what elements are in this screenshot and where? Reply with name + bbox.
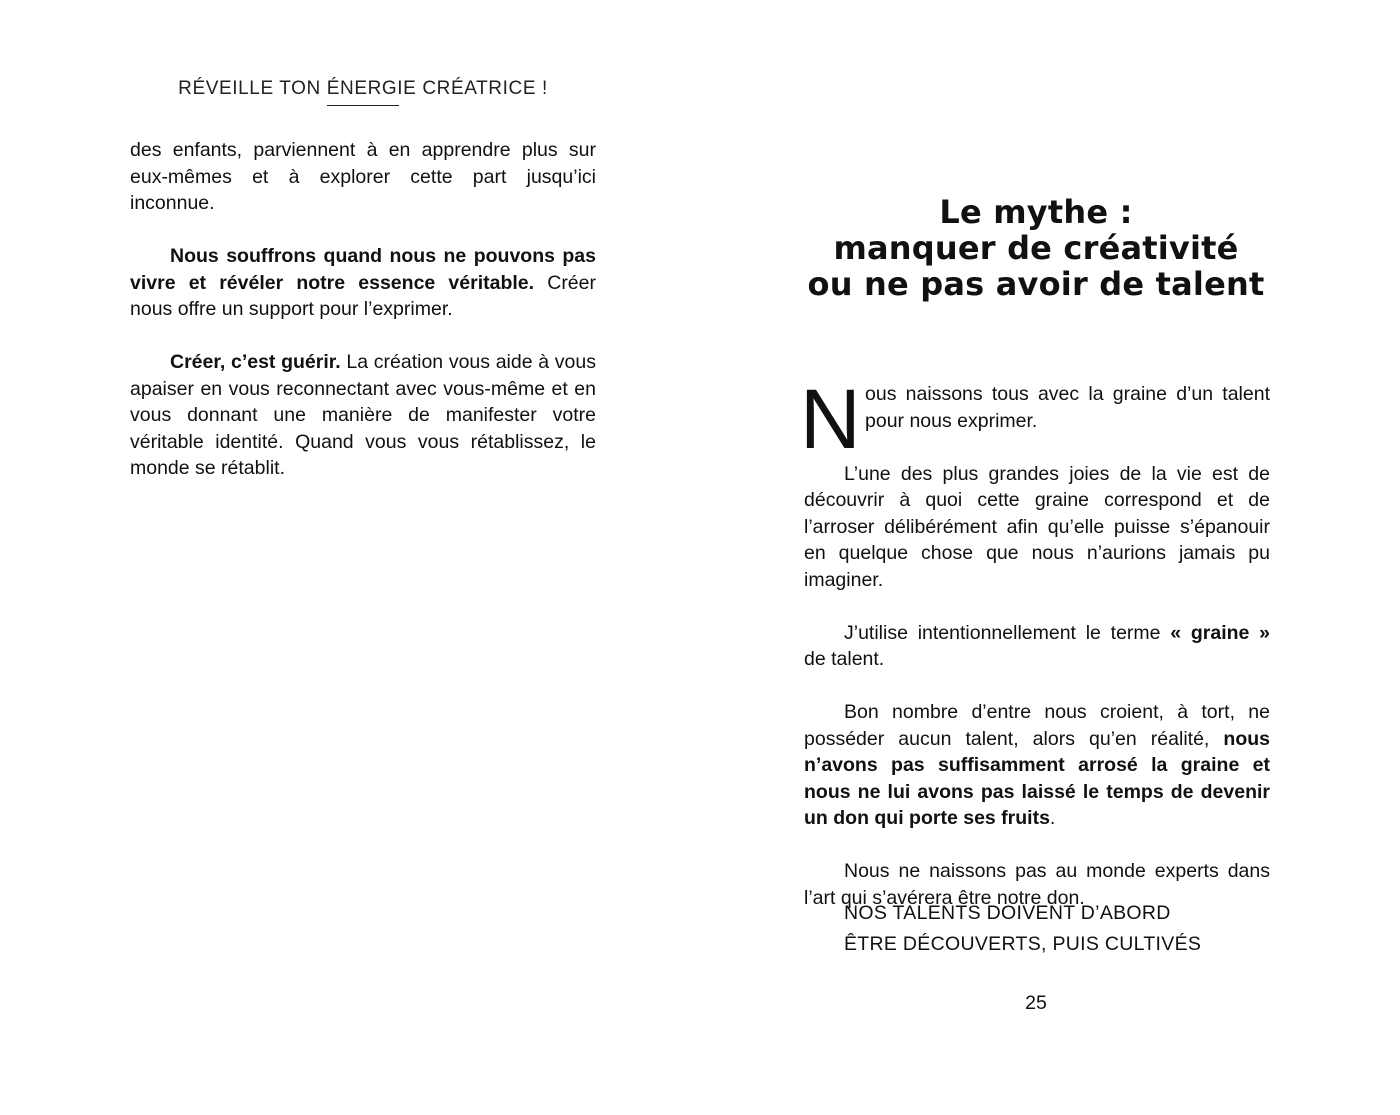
callout-line-2: ÊTRE DÉCOUVERTS, PUIS CULTIVÉS — [844, 933, 1202, 955]
paragraph-bold-emphasis: nous n’avons pas suffisamment arrosé la graine et nous ne lui avons pas laissé le temps de devenir un don qui porte ses fruits — [804, 727, 1270, 829]
paragraph-text: Créer nous offre un support pour l’exprimer. — [130, 271, 596, 320]
paragraph-bold-lead: Nous souffrons quand nous ne pouvons pas vivre et révéler notre essence véritable. — [130, 245, 596, 294]
right-page-body — [800, 372, 1271, 938]
paragraph-continued — [130, 137, 596, 217]
running-head-rule — [327, 105, 399, 106]
chapter-title-line-2: manquer de créativité — [833, 229, 1239, 267]
paragraph-text: J’utilise intentionnellement le terme — [844, 621, 1171, 644]
right-page — [700, 0, 1400, 1115]
page-number: 25 — [1025, 992, 1047, 1014]
paragraph-suffering — [130, 243, 596, 323]
paragraph-watering — [804, 699, 1270, 832]
chapter-title-line-1: Le mythe : — [939, 193, 1133, 231]
paragraph-text: Bon nombre d’entre nous croient, à tort, ne posséder aucun talent, alors qu’en réalité, — [804, 701, 1270, 750]
running-head: RÉVEILLE TON ÉNERGIE CRÉATRICE ! — [178, 78, 548, 99]
paragraph-joys: L’une des plus grandes joies de la vie est de découvrir à quoi cette graine correspond et de l’arroser délibérément afin qu’elle puisse s’épanouir en quelque chose que nous n’aurions jamais pu imaginer. — [804, 462, 1270, 591]
paragraph-bold-term: « graine » — [1170, 621, 1271, 644]
paragraph-text: de talent. — [804, 648, 885, 670]
paragraph-experts: Nous ne naissons pas au monde experts dans l’art qui s’avérera être notre don. — [804, 860, 1270, 909]
paragraph-bold-lead: Créer, c’est guérir. — [170, 351, 341, 373]
paragraph-text: . — [1049, 807, 1056, 829]
callout-line-1: NOS TALENTS DOIVENT D’ABORD — [844, 902, 1171, 924]
paragraph-text: La création vous aide à vous apaiser en vous reconnectant avec vous-même et en vous donnant une manière de manifester votre véritable identité. Quand vous vous rétablissez, le monde se rétablit. — [130, 351, 596, 479]
callout-heading — [844, 898, 1201, 960]
opening-paragraph-text: ous naissons tous avec la graine d’un talent pour nous exprimer. — [865, 383, 1270, 432]
paragraph-healing — [130, 349, 596, 482]
drop-cap: N — [800, 372, 861, 466]
chapter-title — [803, 194, 1269, 302]
left-page-body — [130, 137, 596, 508]
chapter-title-line-3: ou ne pas avoir de talent — [807, 265, 1265, 303]
opening-paragraph — [800, 372, 1270, 466]
paragraph-seed-term — [804, 620, 1270, 673]
paragraph-text: des enfants, parviennent à en apprendre plus sur eux-mêmes et à explorer cette part jusqu’ici inconnue. — [130, 139, 596, 214]
